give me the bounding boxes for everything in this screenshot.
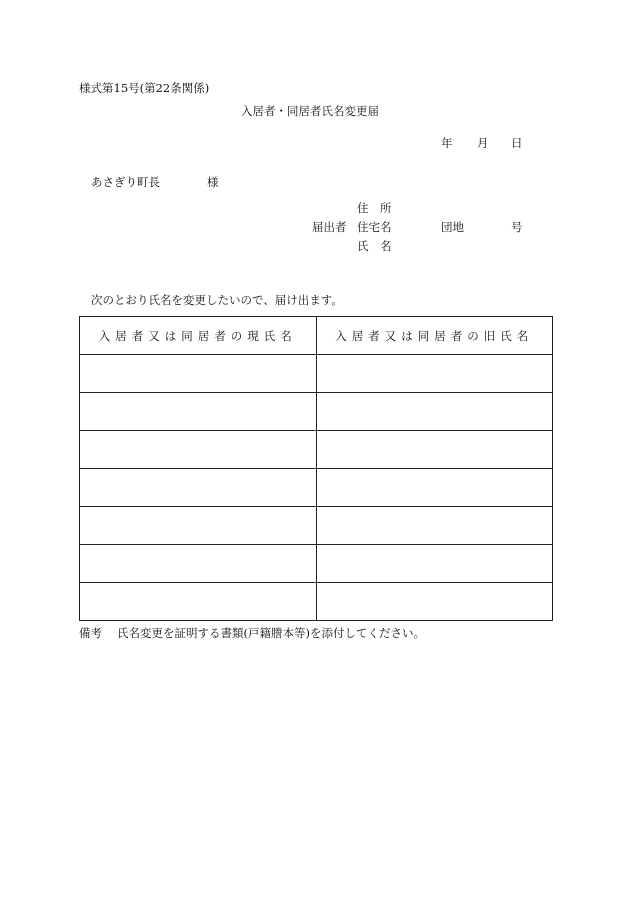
notifier-label: 届出者 xyxy=(312,220,347,234)
current-name-cell[interactable] xyxy=(80,469,317,507)
addressee-honorific: 様 xyxy=(207,175,219,189)
form-number: 様式第15号(第22条関係) xyxy=(79,81,210,95)
current-name-cell[interactable] xyxy=(80,431,317,469)
housing-label: 住宅名 xyxy=(357,220,392,234)
current-name-cell[interactable] xyxy=(80,545,317,583)
table-row xyxy=(80,355,553,393)
address-label: 住 所 xyxy=(357,201,392,215)
complex-label: 団地 xyxy=(441,220,464,234)
remarks-label: 備考 xyxy=(79,626,102,640)
date-day-label: 日 xyxy=(511,136,523,150)
former-name-cell[interactable] xyxy=(316,469,553,507)
table-row xyxy=(80,583,553,621)
current-name-cell[interactable] xyxy=(80,583,317,621)
current-name-cell[interactable] xyxy=(80,507,317,545)
current-name-cell[interactable] xyxy=(80,393,317,431)
remarks-text: 氏名変更を証明する書類(戸籍謄本等)を添付してください。 xyxy=(117,626,425,640)
table-row xyxy=(80,545,553,583)
addressee-name: あさぎり町長 xyxy=(91,175,160,189)
date-year-label: 年 xyxy=(441,136,453,150)
current-name-cell[interactable] xyxy=(80,355,317,393)
former-name-cell[interactable] xyxy=(316,507,553,545)
table-header-row xyxy=(80,317,553,355)
former-name-cell[interactable] xyxy=(316,355,553,393)
name-change-table xyxy=(79,316,553,621)
table-row xyxy=(80,469,553,507)
table-row xyxy=(80,431,553,469)
current-name-header: 入居者又は同居者の現氏名 xyxy=(80,317,317,355)
table-row xyxy=(80,507,553,545)
former-name-cell[interactable] xyxy=(316,431,553,469)
intro-text: 次のとおり氏名を変更したいので、届け出ます。 xyxy=(91,293,343,307)
former-name-cell[interactable] xyxy=(316,393,553,431)
name-label: 氏 名 xyxy=(357,239,392,253)
form-title: 入居者・同居者氏名変更届 xyxy=(241,104,379,118)
table-row xyxy=(80,393,553,431)
date-month-label: 月 xyxy=(477,136,489,150)
former-name-cell[interactable] xyxy=(316,545,553,583)
former-name-cell[interactable] xyxy=(316,583,553,621)
unit-label: 号 xyxy=(511,220,523,234)
former-name-header: 入居者又は同居者の旧氏名 xyxy=(316,317,553,355)
